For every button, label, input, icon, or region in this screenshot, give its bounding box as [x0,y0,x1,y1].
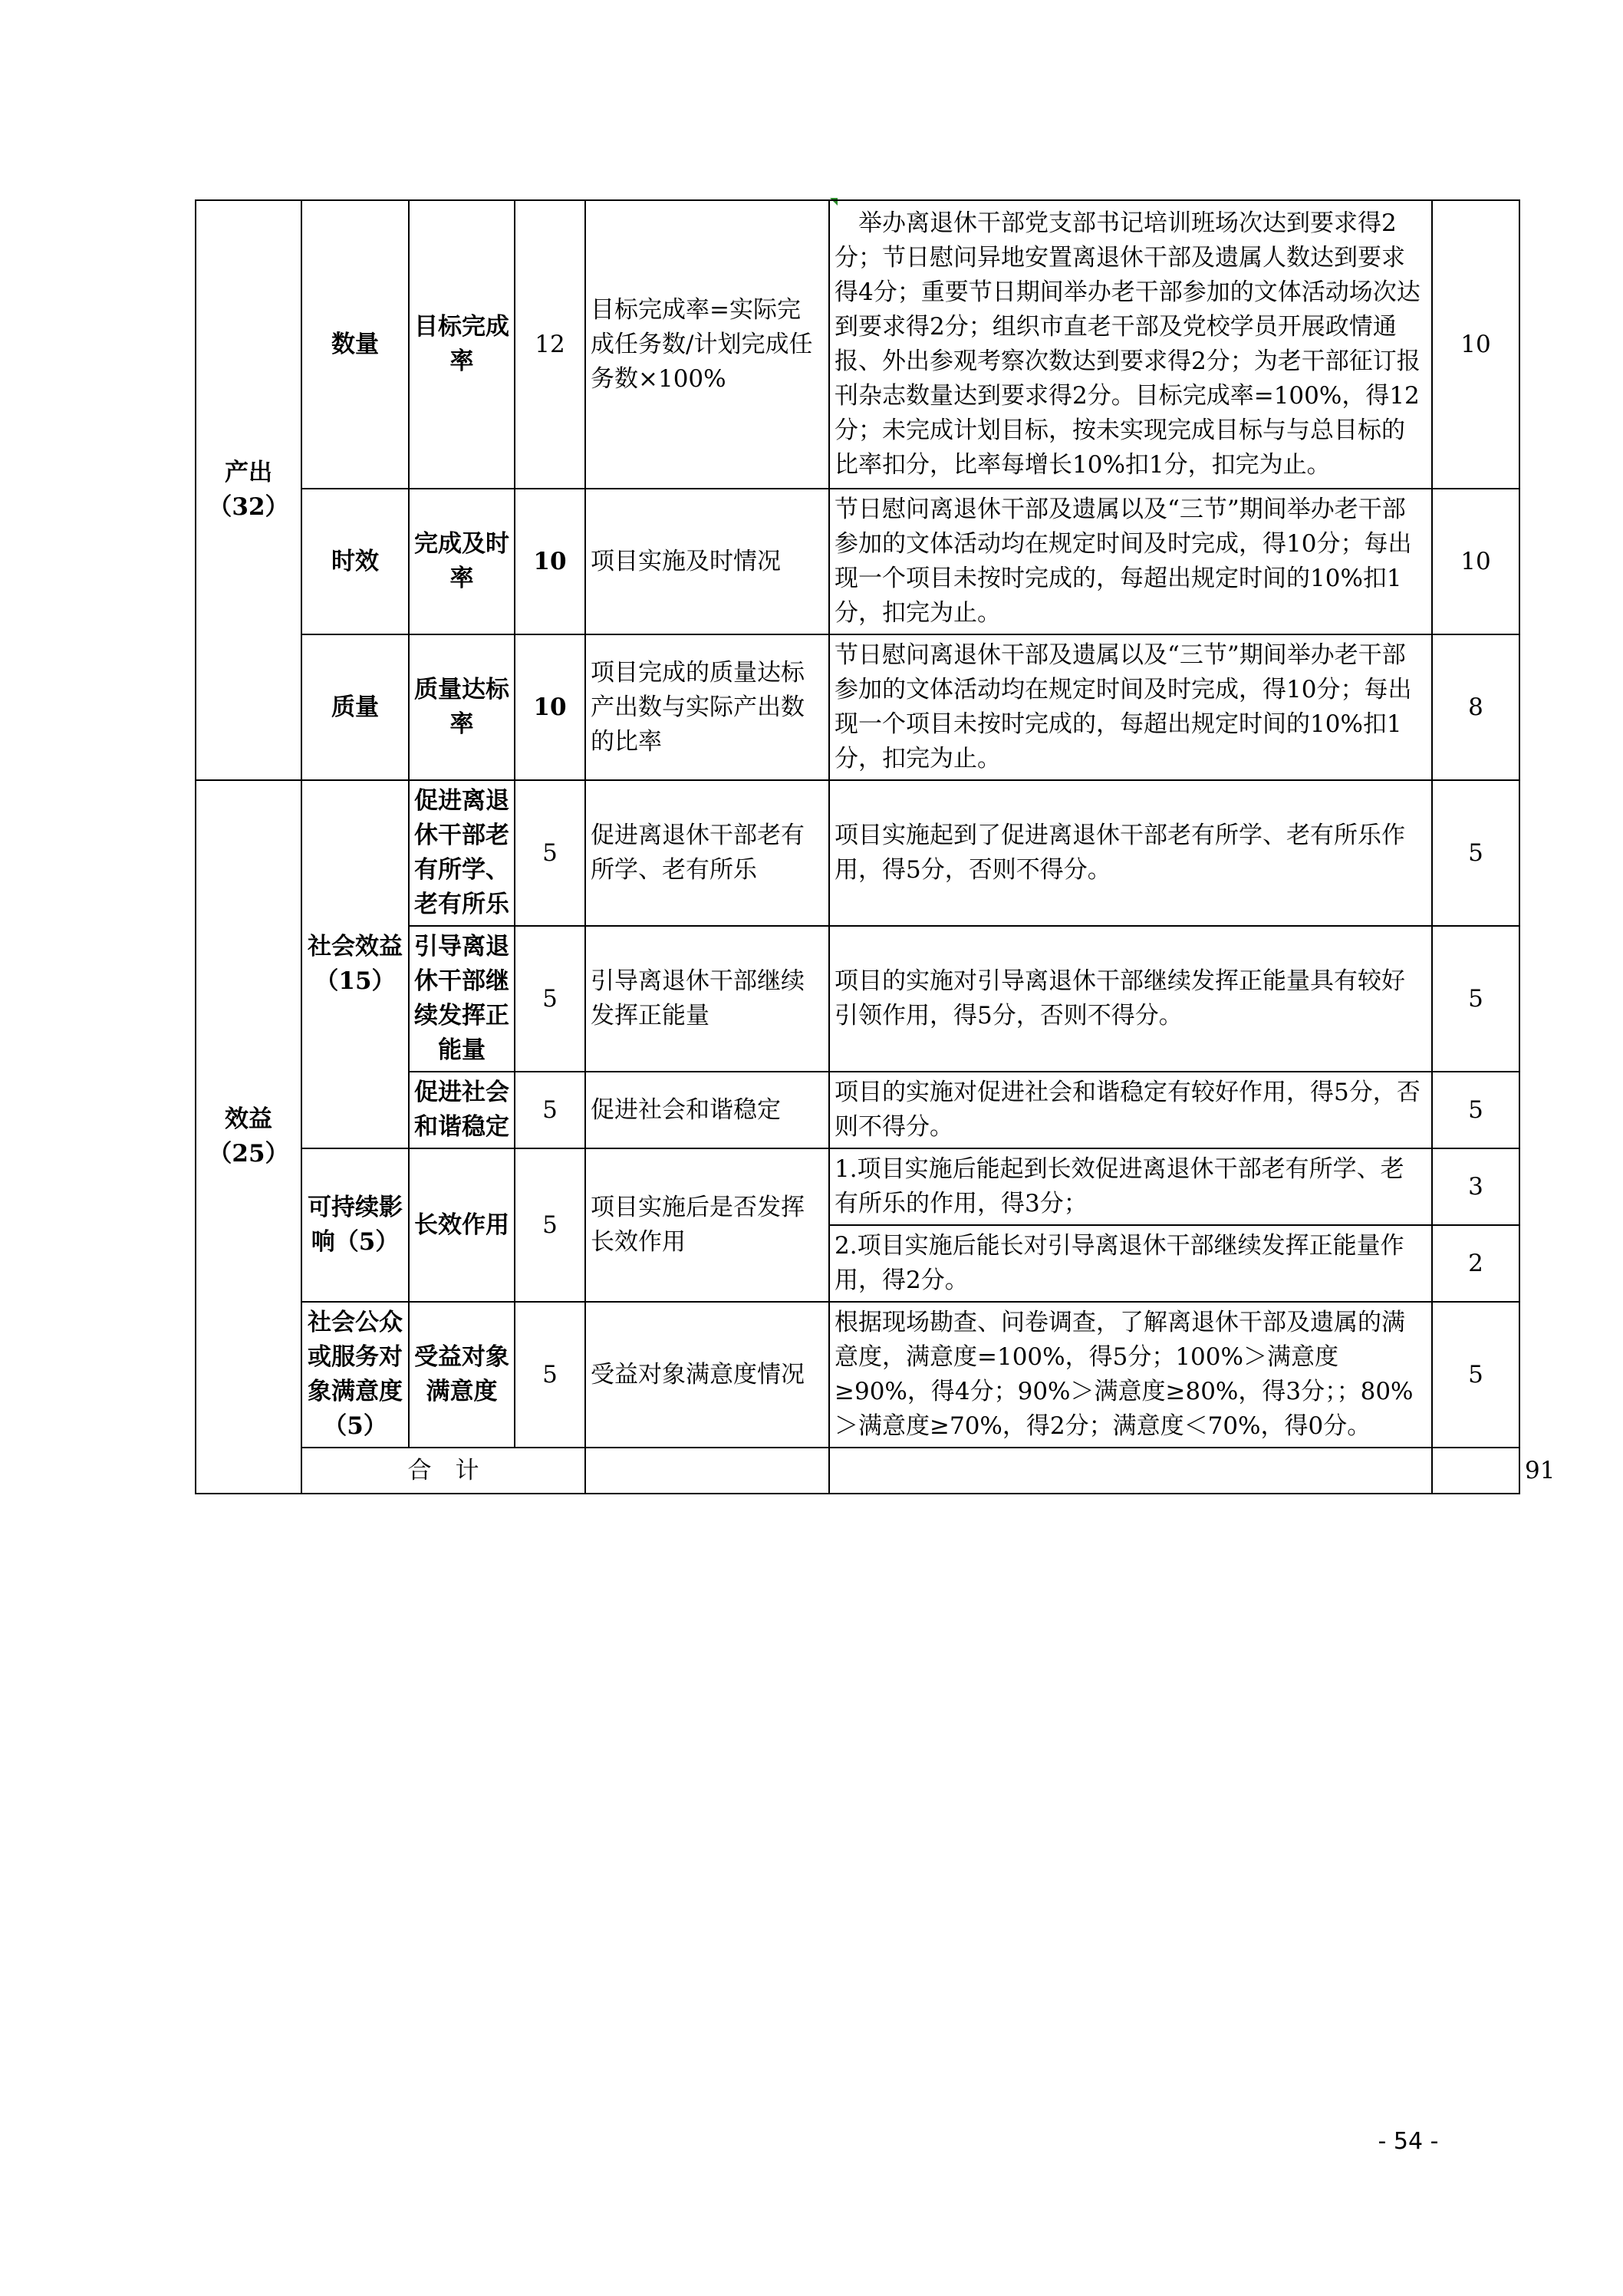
indicator-name: 目标完成率 [409,200,515,489]
section-output-cell [196,200,301,780]
sub-indicator: 数量 [301,200,409,489]
indicator-weight: 5 [515,926,585,1072]
scoring-standard: 项目实施后是否发挥长效作用 [585,1148,829,1302]
score: 8 [1432,634,1519,780]
table-row [196,489,1519,634]
section-benefit-points: （25） [208,1140,289,1168]
indicator-name: 完成及时率 [409,489,515,634]
page-number: - 54 - [1378,2128,1439,2155]
scoring-standard: 受益对象满意度情况 [585,1302,829,1448]
scoring-basis: 项目实施起到了促进离退休干部老有所学、老有所乐作用，得5分，否则不得分。 [829,780,1432,926]
table-row [196,1148,1519,1225]
indicator-weight: 5 [515,1148,585,1302]
indicator-weight: 5 [515,780,585,926]
table-row [196,780,1519,926]
indicator-name: 长效作用 [409,1148,515,1302]
score: 10 [1432,489,1519,634]
section-benefit-cell [196,780,301,1494]
scoring-basis: 项目的实施对促进社会和谐稳定有较好作用，得5分，否则不得分。 [829,1072,1432,1148]
indicator-weight: 10 [515,489,585,634]
sub-indicator: 社会公众或服务对象满意度（5） [301,1302,409,1448]
indicator-name: 促进社会和谐稳定 [409,1072,515,1148]
score: 5 [1432,1072,1519,1148]
scoring-basis: 项目的实施对引导离退休干部继续发挥正能量具有较好引领作用，得5分，否则不得分。 [829,926,1432,1072]
score: 3 [1432,1148,1519,1225]
sub-indicator-social-benefit [301,780,409,1148]
total-basis-empty [1432,1448,1519,1494]
indicator-weight: 5 [515,1302,585,1448]
scoring-standard: 项目实施及时情况 [585,489,829,634]
scoring-standard: 促进社会和谐稳定 [585,1072,829,1148]
score: 5 [1432,926,1519,1072]
score: 5 [1432,1302,1519,1448]
scoring-basis: 根据现场勘查、问卷调查，了解离退休干部及遗属的满意度，满意度=100%，得5分；100%＞满意度≥90%，得4分；90%＞满意度≥80%，得3分；；80%＞满意度≥70%，得2分；满意度＜70%，得0分。 [829,1302,1432,1448]
social-benefit-points: （15） [314,967,396,995]
scoring-basis: 举办离退休干部党支部书记培训班场次达到要求得2分；节日慰问异地安置离退休干部及遗属人数达到要求得4分；重要节日期间举办老干部参加的文体活动场次达到要求得2分；组织市直老干部及党校学员开展政情通报、外出参观考察次数达到要求得2分；为老干部征订报刊杂志数量达到要求得2分。目标完成率=100%，得12分；未完成计划目标，按未实现完成目标与与总目标的比率扣分，比率每增长10%扣1分，扣完为止。 [829,200,1432,489]
total-weight-empty [585,1448,829,1494]
total-row: 合 计 91 [196,1448,1519,1494]
scoring-standard: 引导离退休干部继续发挥正能量 [585,926,829,1072]
indicator-weight: 5 [515,1072,585,1148]
scoring-basis: 1.项目实施后能起到长效促进离退休干部老有所学、老有所乐的作用，得3分； [829,1148,1432,1225]
section-benefit-label: 效益 [225,1105,272,1133]
score: 10 [1432,200,1519,489]
table-row [196,1302,1519,1448]
indicator-name: 受益对象满意度 [409,1302,515,1448]
scoring-standard: 目标完成率=实际完成任务数/计划完成任务数×100% [585,200,829,489]
scoring-standard: 促进离退休干部老有所学、老有所乐 [585,780,829,926]
sub-indicator: 可持续影响（5） [301,1148,409,1302]
table-row [196,200,1519,489]
indicator-name: 质量达标率 [409,634,515,780]
scoring-basis: 节日慰问离退休干部及遗属以及“三节”期间举办老干部参加的文体活动均在规定时间及时完成，得10分；每出现一个项目未按时完成的，每超出规定时间的10%扣1分，扣完为止。 [829,489,1432,634]
indicator-weight: 10 [515,634,585,780]
indicator-weight: 12 [515,200,585,489]
indicator-name: 促进离退休干部老有所学、老有所乐 [409,780,515,926]
score: 5 [1432,780,1519,926]
section-output-points: （32） [208,493,289,521]
table-row [196,634,1519,780]
section-output-label: 产出 [225,459,272,486]
indicator-name: 引导离退休干部继续发挥正能量 [409,926,515,1072]
score: 2 [1432,1225,1519,1302]
scoring-basis: 节日慰问离退休干部及遗属以及“三节”期间举办老干部参加的文体活动均在规定时间及时完成，得10分；每出现一个项目未按时完成的，每超出规定时间的10%扣1分，扣完为止。 [829,634,1432,780]
total-standard-empty [829,1448,1432,1494]
scoring-standard: 项目完成的质量达标产出数与实际产出数的比率 [585,634,829,780]
social-benefit-label: 社会效益 [308,933,403,960]
sub-indicator: 时效 [301,489,409,634]
performance-evaluation-table [195,199,1556,1494]
sub-indicator: 质量 [301,634,409,780]
scoring-basis: 2.项目实施后能长对引导离退休干部继续发挥正能量作用，得2分。 [829,1225,1432,1302]
total-label: 合 计 [301,1448,585,1494]
